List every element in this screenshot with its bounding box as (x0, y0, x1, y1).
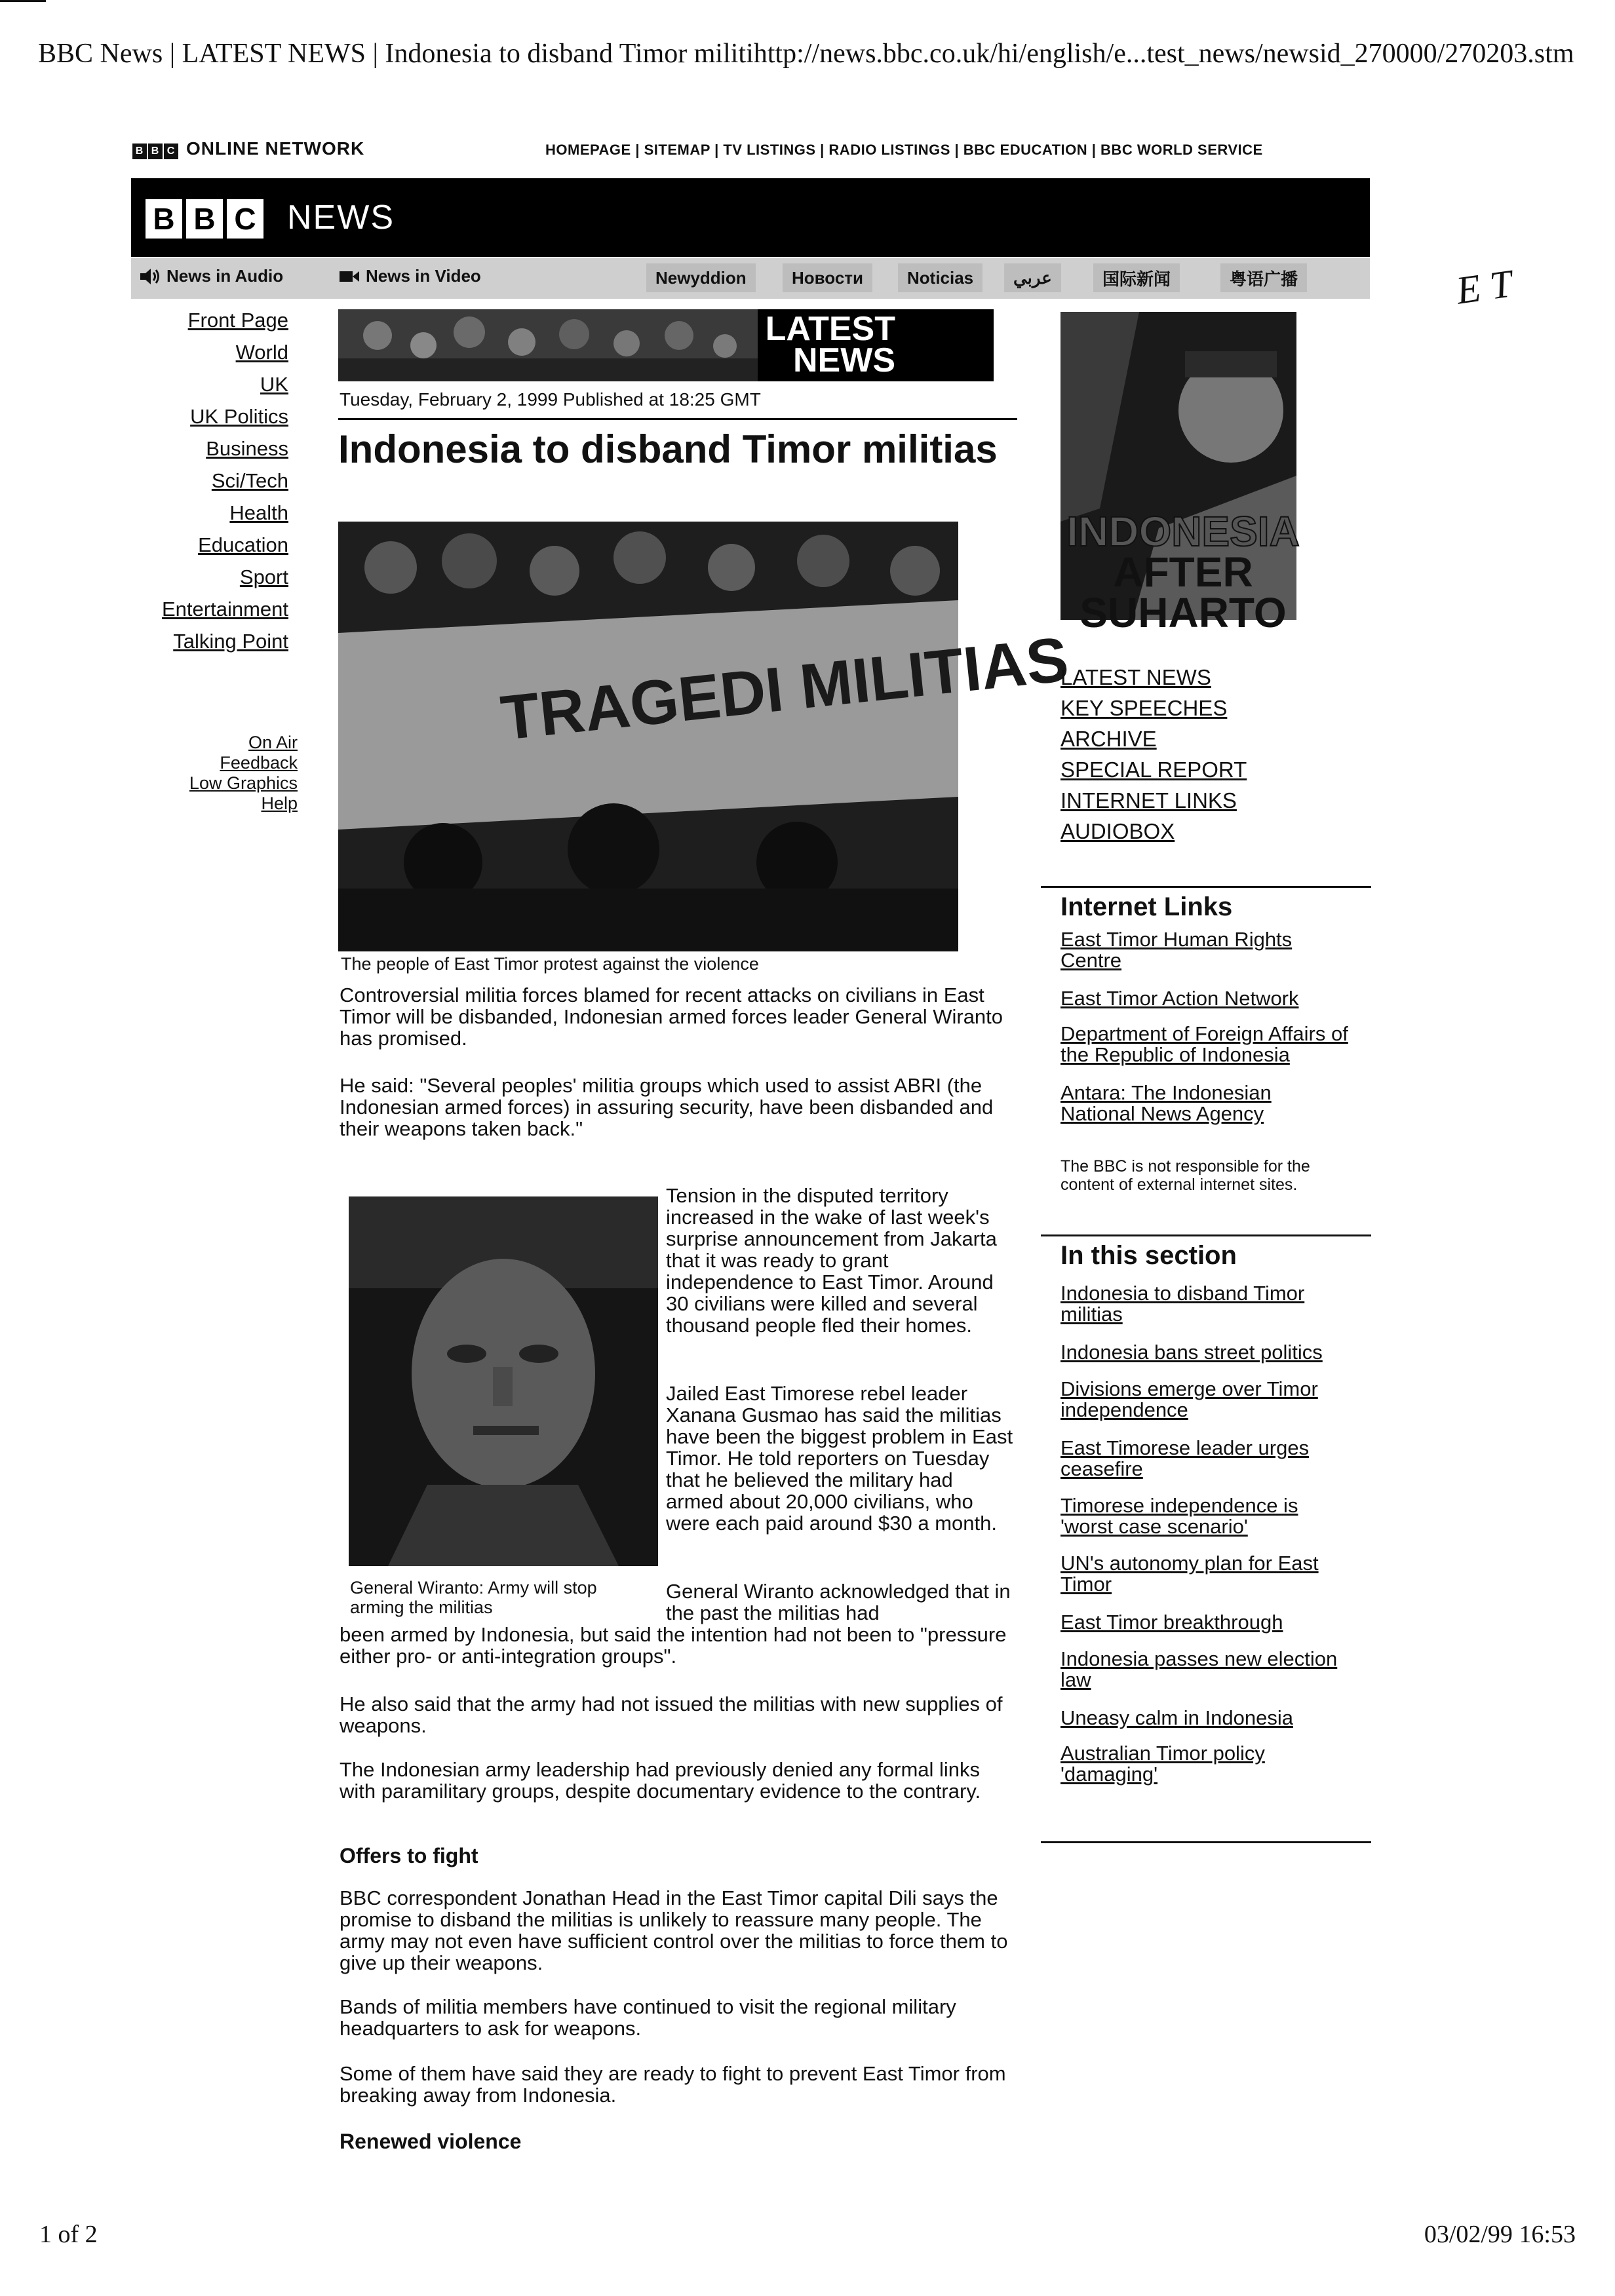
nav-help[interactable]: Help (261, 794, 298, 813)
nav-entertainment[interactable]: Entertainment (162, 598, 288, 621)
lang-arabic[interactable]: عربي (1004, 263, 1061, 292)
paragraph-9: Bands of militia members have continued to visit the regional military headquarters to ask for weapons. (340, 1995, 956, 2040)
nav-sport[interactable]: Sport (239, 565, 288, 588)
bbc-news-banner (131, 178, 1370, 257)
subhead-renewed-violence: Renewed violence (340, 2130, 522, 2153)
lang-russian[interactable]: Новости (783, 263, 872, 292)
paragraph-10: Some of them have said they are ready to fight to prevent East Timor from breaking away from Indonesia. (340, 2062, 1006, 2107)
news-in-video-link[interactable]: News in Video (338, 266, 481, 286)
section-item[interactable]: UN's autonomy plan for East Timor (1060, 1552, 1319, 1596)
section-item[interactable]: Australian Timor policy 'damaging' (1060, 1742, 1265, 1786)
link-key-speeches[interactable]: KEY SPEECHES (1060, 696, 1228, 720)
section-item[interactable]: Indonesia bans street politics (1060, 1341, 1323, 1364)
nav-talking-point[interactable]: Talking Point (173, 630, 288, 653)
bbc-mini-logo: B B C (132, 138, 180, 159)
link-east-timor-human-rights[interactable]: East Timor Human Rights Centre (1060, 928, 1293, 972)
in-this-section-heading: In this section (1060, 1241, 1237, 1270)
lang-welsh[interactable]: Newyddion (646, 263, 756, 292)
section-item[interactable]: Timorese independence is 'worst case scenario' (1060, 1494, 1298, 1538)
paragraph-5-end: been armed by Indonesia, but said the intention had not been to "pressure either pro- or anti-integration groups". (340, 1623, 1007, 1668)
article-headline: Indonesia to disband Timor militias (338, 427, 998, 471)
photo-caption: The people of East Timor protest against the violence (341, 954, 759, 974)
lang-cantonese[interactable]: 粤语广播 (1220, 263, 1307, 292)
section-end-rule (1041, 1841, 1371, 1843)
video-camera-icon (338, 268, 360, 285)
link-internet-links[interactable]: INTERNET LINKS (1060, 788, 1237, 813)
page-edge-rule (0, 0, 46, 2)
nav-on-air[interactable]: On Air (248, 733, 298, 752)
subhead-offers-to-fight: Offers to fight (340, 1844, 478, 1867)
lang-spanish[interactable]: Noticias (898, 263, 983, 292)
paragraph-7: The Indonesian army leadership had previously denied any formal links with paramilitary groups, despite documentary evidence to the contrary. (340, 1758, 981, 1803)
in-this-section-rule (1041, 1234, 1371, 1236)
wiranto-photo (349, 1196, 658, 1566)
paragraph-8: BBC correspondent Jonathan Head in the East Timor capital Dili says the promise to disband the militias is unlikely to reassure many people. The army may not even have sufficient control over the militias to force them to give up their weapons. (340, 1886, 1008, 1974)
link-special-report[interactable]: SPECIAL REPORT (1060, 757, 1247, 782)
nav-business[interactable]: Business (206, 437, 288, 460)
section-item[interactable]: Indonesia to disband Timor militias (1060, 1282, 1305, 1326)
section-item[interactable]: Divisions emerge over Timor independence (1060, 1377, 1318, 1421)
dateline: Tuesday, February 2, 1999 Published at 18:25 GMT (340, 389, 761, 410)
link-east-timor-action-network[interactable]: East Timor Action Network (1060, 987, 1299, 1010)
news-in-audio-link[interactable]: News in Audio (139, 266, 283, 286)
latest-news-banner (338, 309, 994, 381)
nav-feedback[interactable]: Feedback (220, 753, 298, 773)
external-sites-disclaimer: The BBC is not responsible for the content of external internet sites. (1060, 1157, 1310, 1194)
section-item[interactable]: East Timorese leader urges ceasefire (1060, 1436, 1310, 1480)
section-navigation (131, 304, 288, 657)
network-label: ONLINE NETWORK (186, 138, 365, 159)
internet-links-heading: Internet Links (1060, 892, 1233, 921)
protest-photo (338, 522, 1072, 951)
link-latest-news[interactable]: LATEST NEWS (1060, 665, 1211, 689)
media-language-bar (131, 258, 1370, 299)
bbc-network-logo[interactable] (132, 138, 364, 159)
nav-front-page[interactable]: Front Page (187, 309, 288, 332)
lang-chinese[interactable]: 国际新闻 (1093, 263, 1180, 292)
banner-sign-text: TRAGEDI MILITIAS (497, 624, 1072, 754)
network-links[interactable]: HOMEPAGE | SITEMAP | TV LISTINGS | RADIO LISTINGS | BBC EDUCATION | BBC WORLD SERVICE (545, 142, 1263, 158)
page-number: 1 of 2 (39, 2221, 98, 2248)
speaker-icon (139, 267, 161, 286)
nav-health[interactable]: Health (229, 501, 288, 524)
news-wordmark: NEWS (287, 199, 395, 237)
link-dept-foreign-affairs[interactable]: Department of Foreign Affairs of the Republic of Indonesia (1060, 1022, 1348, 1066)
indonesia-after-suharto-title[interactable]: INDONESIA AFTER SUHARTO (1066, 508, 1300, 636)
latest-news-label: LATEST NEWS (765, 310, 895, 379)
nav-world[interactable]: World (235, 341, 288, 364)
wiranto-caption: General Wiranto: Army will stop arming the militias (350, 1578, 597, 1617)
paragraph-5-start: General Wiranto acknowledged that in the past the militias had (666, 1580, 1011, 1624)
nav-low-graphics[interactable]: Low Graphics (189, 773, 298, 793)
nav-uk-politics[interactable]: UK Politics (190, 405, 288, 428)
utility-navigation (131, 733, 298, 814)
link-archive[interactable]: ARCHIVE (1060, 727, 1157, 751)
special-report-links (1060, 662, 1247, 847)
nav-education[interactable]: Education (198, 533, 288, 556)
protest-illustration (338, 522, 1072, 951)
dateline-rule (338, 418, 1017, 420)
internet-links-rule (1041, 886, 1371, 888)
link-antara-news-agency[interactable]: Antara: The Indonesian National News Agency (1060, 1081, 1272, 1125)
handwritten-annotation: E T (1453, 261, 1515, 313)
paragraph-3: Tension in the disputed territory increased in the wake of last week's surprise announcement from Jakarta that it was ready to grant independence to East Timor. Around 30 civilians were killed and several thousand people fled their homes. (666, 1184, 997, 1337)
paragraph-6: He also said that the army had not issued the militias with new supplies of weapons. (340, 1693, 1003, 1737)
nav-uk[interactable]: UK (260, 373, 288, 396)
section-item[interactable]: Indonesia passes new election law (1060, 1647, 1338, 1691)
portrait-illustration (349, 1196, 658, 1566)
paragraph-4: Jailed East Timorese rebel leader Xanana Gusmao has said the militias have been the biggest problem in East Timor. He told reporters on Tuesday that he believed the military had armed about 20,000 civilians, who were each paid around $30 a month. (666, 1382, 1013, 1535)
crowd-photo-strip (338, 309, 994, 381)
section-item[interactable]: Uneasy calm in Indonesia (1060, 1706, 1293, 1729)
paragraph-2: He said: "Several peoples' militia groups which used to assist ABRI (the Indonesian armed forces) in assuring security, have been disbanded and their weapons taken back." (340, 1074, 994, 1140)
paragraph-1: Controversial militia forces blamed for recent attacks on civilians in East Timor will be disbanded, Indonesian armed forces leader General Wiranto has promised. (340, 984, 1003, 1050)
print-header: BBC News | LATEST NEWS | Indonesia to disband Timor militihttp://news.bbc.co.uk/hi/english/e...test_news/newsid_270000/270203.stm (38, 39, 1574, 69)
section-item[interactable]: East Timor breakthrough (1060, 1611, 1283, 1634)
print-timestamp: 03/02/99 16:53 (1424, 2221, 1576, 2248)
bbc-logo[interactable]: B B C (146, 199, 263, 239)
link-audiobox[interactable]: AUDIOBOX (1060, 819, 1175, 843)
nav-sci-tech[interactable]: Sci/Tech (211, 469, 288, 492)
